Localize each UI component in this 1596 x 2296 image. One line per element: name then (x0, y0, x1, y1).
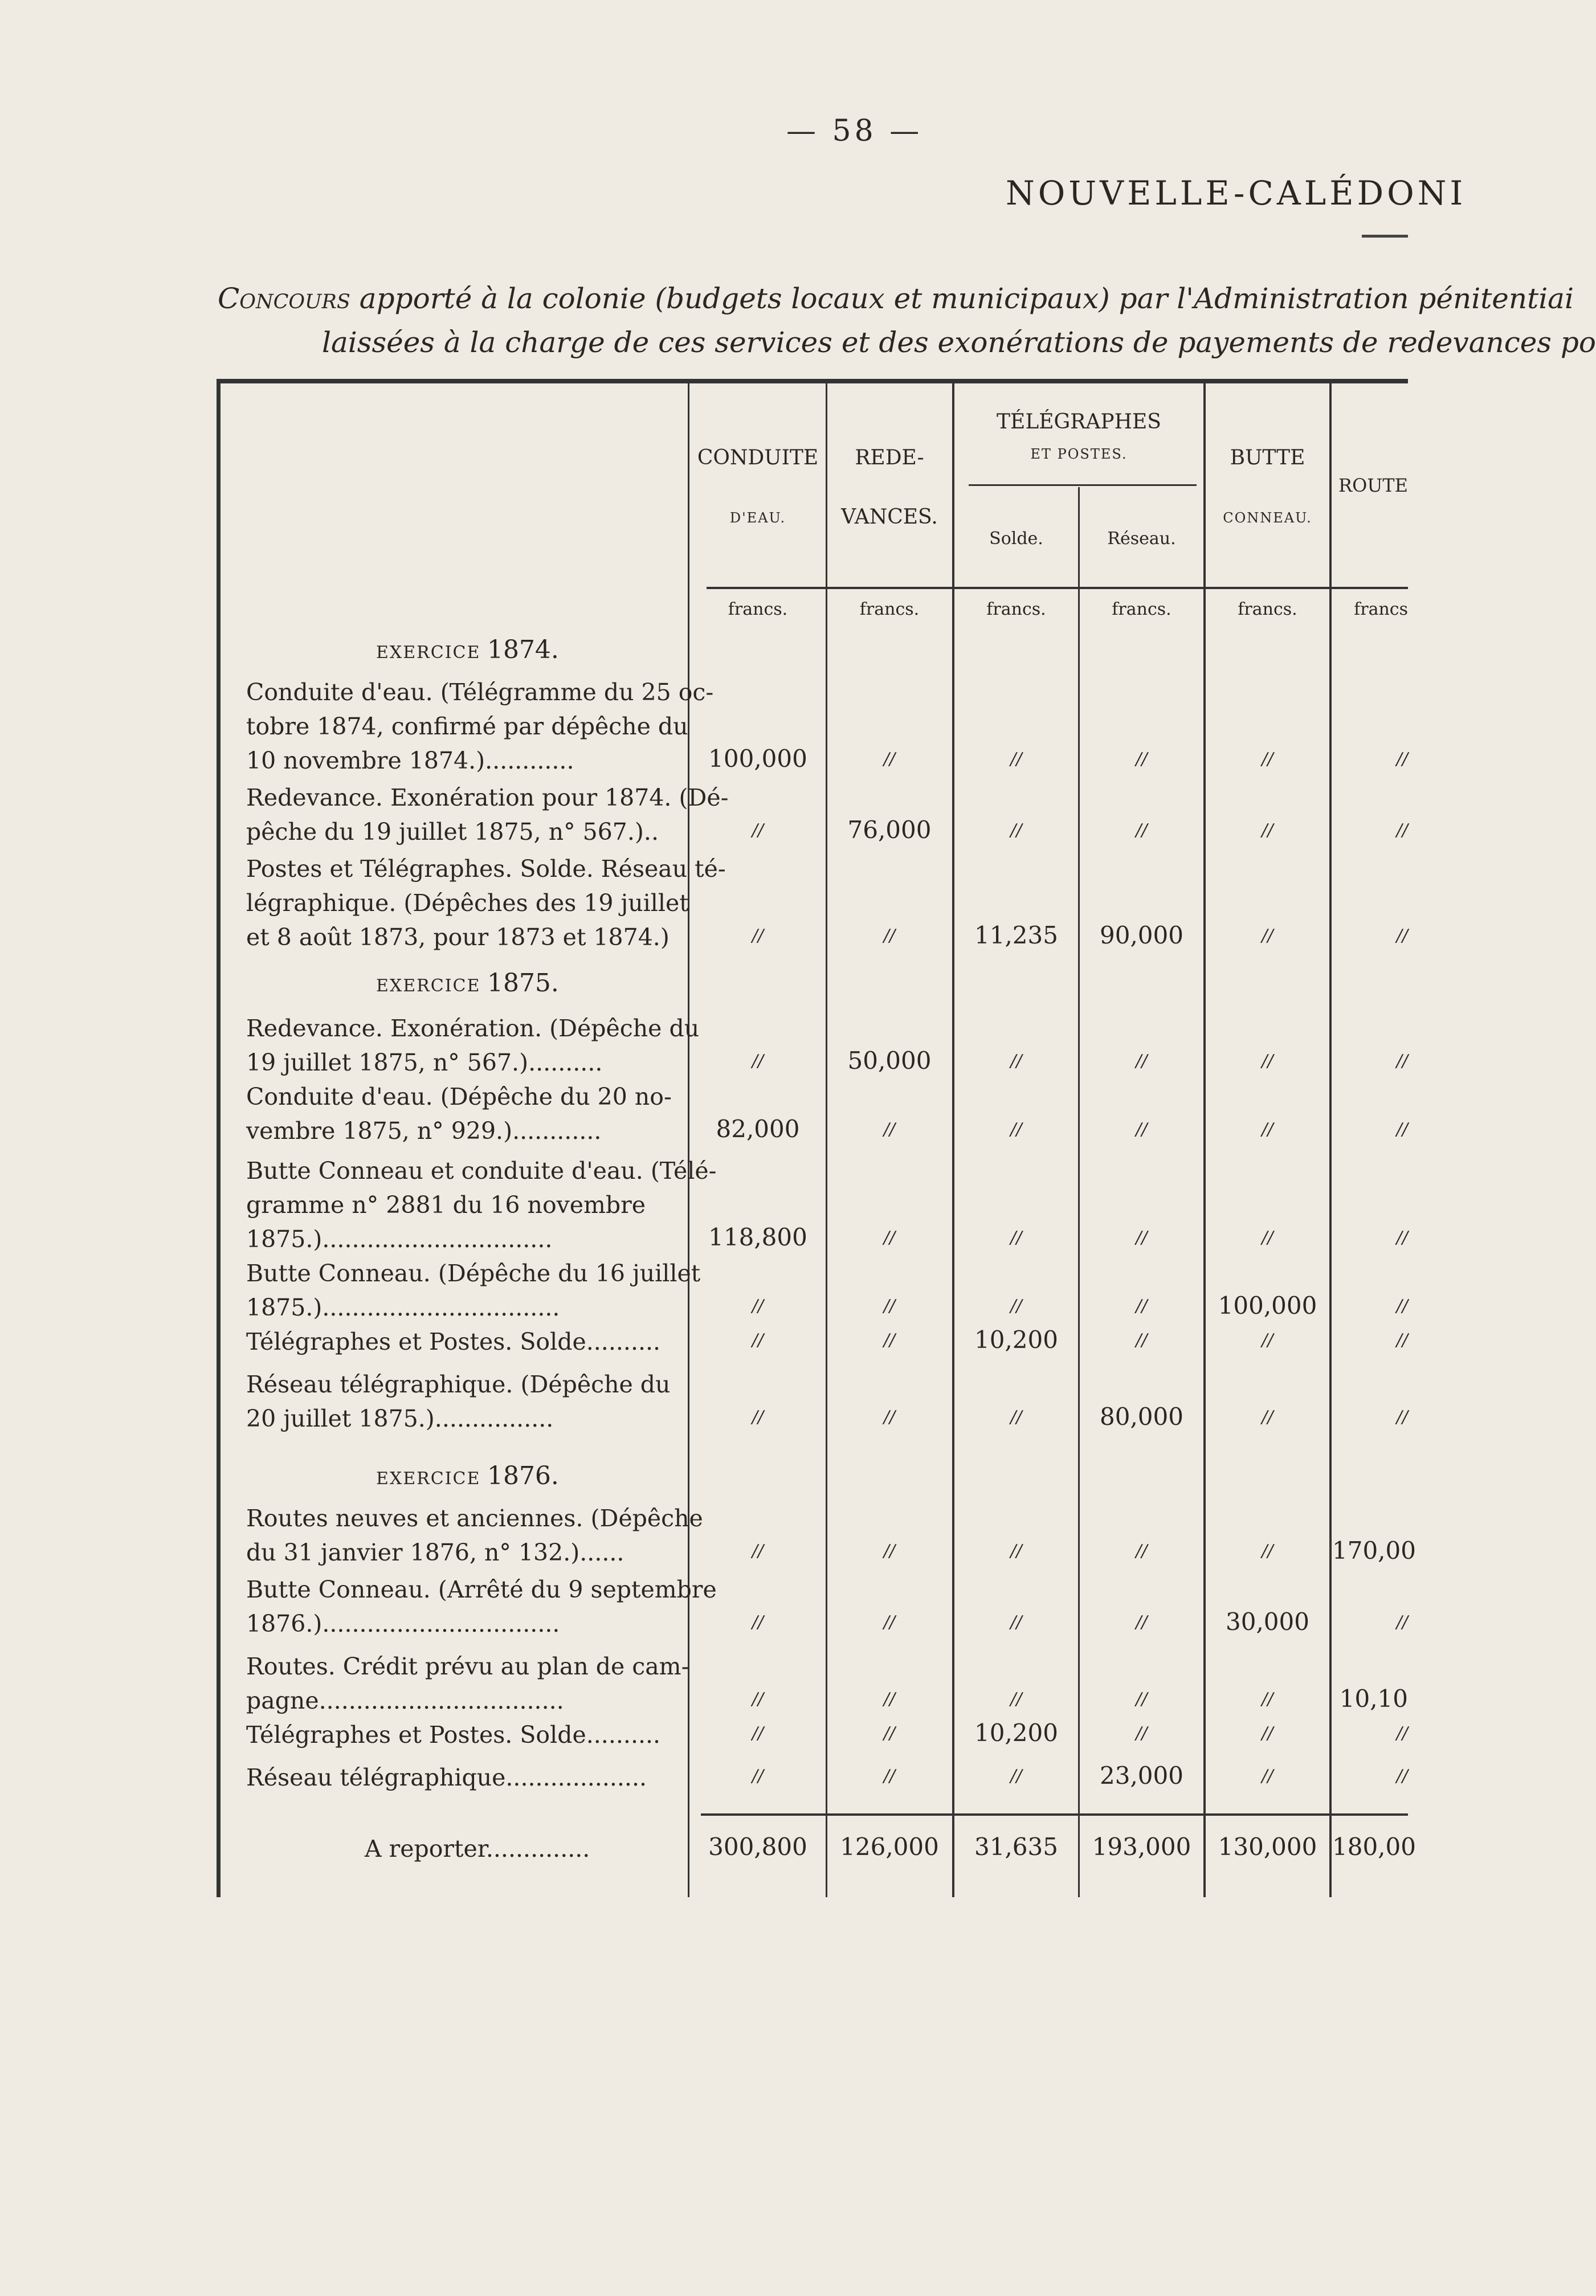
row-value: 30,000 (1226, 1608, 1309, 1636)
row-value: // (1396, 1296, 1408, 1316)
row-value: 80,000 (1100, 1403, 1183, 1431)
row-value: // (752, 1689, 764, 1709)
row-description-line: Butte Conneau et conduite d'eau. (Télé- (246, 1157, 717, 1184)
row-value: 100,000 (1218, 1292, 1317, 1319)
row-value: // (883, 1407, 896, 1427)
row-description-line: et 8 août 1873, pour 1873 et 1874.) (246, 924, 670, 951)
row-value: // (1010, 1407, 1022, 1427)
row-value: // (1396, 749, 1408, 769)
table-row (246, 1367, 691, 1436)
total-value: 300,800 (708, 1833, 807, 1861)
unit-conduite: francs. (728, 599, 788, 619)
unit-redevances: francs. (859, 599, 920, 619)
header-bottom-rule (707, 587, 1408, 589)
exercise-year: 1876. (487, 1461, 559, 1490)
row-value: // (752, 926, 764, 946)
header-solde: Solde. (989, 529, 1043, 549)
row-value: // (1396, 1051, 1408, 1071)
row-value: // (752, 1051, 764, 1071)
row-value: // (1010, 1051, 1022, 1071)
header-et-postes: ET POSTES. (1030, 446, 1128, 462)
row-value: // (1136, 1612, 1148, 1632)
row-value: 10,200 (974, 1719, 1058, 1747)
row-value: // (883, 1689, 896, 1709)
row-value: // (1010, 749, 1022, 769)
row-value: // (1136, 1120, 1148, 1139)
table-col-rule (826, 379, 827, 1897)
row-value: 50,000 (847, 1047, 932, 1075)
row-value: // (1396, 1330, 1408, 1350)
table-row (246, 1572, 717, 1641)
row-description-line: 10 novembre 1874.)............ (246, 747, 574, 774)
row-value: // (1262, 1723, 1273, 1743)
row-value: // (752, 1723, 764, 1743)
row-value: // (883, 1723, 896, 1743)
table-row (246, 1080, 691, 1148)
row-description-line: Redevance. Exonération. (Dépêche du (246, 1015, 700, 1042)
row-value: // (752, 820, 764, 840)
row-description-line: 1876.)................................ (246, 1610, 560, 1637)
unit-reseau: francs. (1112, 599, 1172, 619)
row-description-line: 20 juillet 1875.)................ (246, 1405, 554, 1432)
row-value: // (1396, 926, 1408, 946)
unit-butte: francs. (1238, 599, 1297, 619)
table-row (246, 1325, 691, 1359)
title-rule (1362, 235, 1408, 238)
table-left-rule (217, 379, 221, 1897)
table-row (246, 1011, 700, 1080)
row-value: // (1262, 1541, 1273, 1561)
running-title: NOUVELLE-CALÉDONI (1006, 174, 1467, 213)
row-description-line: pêche du 19 juillet 1875, n° 567.).. (246, 818, 659, 845)
unit-routes: francs (1354, 599, 1408, 619)
caption-line-1 (218, 282, 1574, 315)
header-reseau: Réseau. (1107, 529, 1176, 549)
row-value: // (752, 1296, 764, 1316)
exercise-label: EXERCICE (376, 1469, 481, 1489)
row-value: 170,00 (1332, 1537, 1416, 1564)
row-value: // (1396, 1228, 1408, 1248)
row-value: 100,000 (708, 745, 807, 773)
caption-line-2: laissées à la charge de ces services et des exonérations de payements de redevances po (322, 326, 1596, 359)
row-description-line: tobre 1874, confirmé par dépêche du (246, 713, 688, 740)
exercise-1875 (376, 969, 559, 998)
row-value: // (1262, 1407, 1273, 1427)
row-value: // (1262, 1330, 1273, 1350)
row-value: // (1396, 1766, 1408, 1786)
total-value: 31,635 (974, 1833, 1058, 1861)
row-value: // (1136, 1296, 1148, 1316)
exercise-year: 1875. (487, 969, 559, 998)
total-value: 130,000 (1218, 1833, 1317, 1861)
row-description-line: Redevance. Exonération pour 1874. (Dé- (246, 784, 729, 811)
row-description-line: 1875.)............................... (246, 1225, 553, 1253)
row-value: // (883, 1296, 896, 1316)
row-value: // (883, 1766, 896, 1786)
header-vances: VANCES. (841, 505, 938, 529)
row-value: // (1396, 820, 1408, 840)
row-description-line: du 31 janvier 1876, n° 132.)...... (246, 1539, 624, 1566)
row-description-line: Routes. Crédit prévu au plan de cam- (246, 1653, 689, 1680)
row-value: // (1136, 1051, 1148, 1071)
row-value: // (752, 1407, 764, 1427)
row-value: // (1396, 1407, 1408, 1427)
row-value: // (883, 1228, 896, 1248)
row-description-line: vembre 1875, n° 929.)............ (246, 1117, 602, 1145)
header-conduite-sub: D'EAU. (729, 510, 786, 526)
row-value: // (1136, 1723, 1148, 1743)
row-value: // (752, 1766, 764, 1786)
row-value: // (1010, 1689, 1022, 1709)
row-value: // (1262, 1766, 1273, 1786)
row-description-line: Télégraphes et Postes. Solde.......... (246, 1328, 661, 1355)
table-row (246, 1501, 703, 1570)
table-row (246, 1649, 691, 1718)
row-value: // (1010, 1296, 1022, 1316)
row-value: // (1262, 1228, 1273, 1248)
row-value: // (1136, 1541, 1148, 1561)
row-description-line: Conduite d'eau. (Télégramme du 25 oc- (246, 679, 714, 706)
row-description-line: Butte Conneau. (Dépêche du 16 juillet (246, 1260, 701, 1287)
row-description-line: Télégraphes et Postes. Solde.......... (246, 1721, 661, 1748)
total-value: 180,00 (1332, 1833, 1416, 1861)
table-row (246, 1154, 717, 1256)
row-value: 76,000 (847, 816, 932, 844)
table-row (246, 852, 726, 954)
row-value: // (883, 1330, 896, 1350)
row-value: // (1262, 1120, 1273, 1139)
row-value: // (1010, 820, 1022, 840)
row-value: // (1136, 1330, 1148, 1350)
row-value: // (883, 1120, 896, 1139)
row-description-line: Réseau télégraphique................... (246, 1764, 647, 1791)
caption-text-1: apporté à la colonie (budgets locaux et municipaux) par l'Administration pénitentiai (350, 282, 1574, 315)
table-top-rule (217, 379, 1408, 383)
table-row (246, 781, 729, 849)
row-value: // (1010, 1541, 1022, 1561)
table-col-rule (1078, 487, 1080, 1897)
exercise-1874 (376, 635, 559, 664)
row-description-line: Conduite d'eau. (Dépêche du 20 no- (246, 1083, 672, 1110)
table-row (246, 1760, 691, 1795)
row-value: // (1010, 1228, 1022, 1248)
row-value: // (1136, 1228, 1148, 1248)
row-value: // (1396, 1612, 1408, 1632)
exercise-label: EXERCICE (376, 976, 481, 996)
row-value: // (1262, 1689, 1273, 1709)
row-value: // (752, 1612, 764, 1632)
exercise-1876 (376, 1461, 559, 1490)
caption-prefix: Concours (218, 282, 350, 315)
row-description-line: légraphique. (Dépêches des 19 juillet (246, 889, 689, 917)
row-value: 10,10 (1339, 1685, 1408, 1713)
table-row (246, 675, 714, 778)
row-value: 11,235 (974, 921, 1058, 949)
header-rede: REDE- (855, 446, 924, 469)
row-value: // (1010, 1766, 1022, 1786)
row-value: // (752, 1330, 764, 1350)
row-value: // (883, 926, 896, 946)
header-conduite: CONDUITE (697, 446, 819, 469)
row-value: // (1136, 749, 1148, 769)
row-description-line: pagne................................. (246, 1687, 564, 1714)
row-description-line: Routes neuves et anciennes. (Dépêche (246, 1505, 703, 1532)
row-value: // (1262, 1051, 1273, 1071)
row-value: // (1396, 1723, 1408, 1743)
table-col-rule (952, 379, 954, 1897)
row-description-line: 1875.)................................ (246, 1294, 560, 1321)
row-value: 118,800 (708, 1223, 807, 1251)
total-label: A reporter.............. (365, 1835, 590, 1862)
row-description-line: Butte Conneau. (Arrêté du 9 septembre (246, 1576, 717, 1603)
exercise-year: 1874. (487, 635, 559, 664)
row-value: // (883, 1541, 896, 1561)
exercise-label: EXERCICE (376, 643, 481, 663)
telegraphes-brace (969, 484, 1197, 486)
table-col-rule (1329, 379, 1332, 1897)
row-value: // (1136, 820, 1148, 840)
row-value: // (1262, 749, 1273, 769)
row-description-line: 19 juillet 1875, n° 567.).......... (246, 1049, 603, 1076)
row-description-line: Postes et Télégraphes. Solde. Réseau té- (246, 855, 726, 883)
row-value: 90,000 (1100, 921, 1183, 949)
row-value: 10,200 (974, 1326, 1058, 1354)
header-routes: ROUTE (1338, 475, 1408, 496)
unit-solde: francs. (986, 599, 1046, 619)
table-row (246, 1256, 701, 1325)
table-col-rule (1203, 379, 1206, 1897)
row-description-line: gramme n° 2881 du 16 novembre (246, 1191, 646, 1219)
page-number: — 58 — (786, 114, 923, 148)
header-telegraphes: TÉLÉGRAPHES (997, 410, 1161, 434)
row-value: 23,000 (1100, 1762, 1183, 1790)
row-value: // (752, 1541, 764, 1561)
row-value: // (883, 749, 896, 769)
row-value: // (1262, 926, 1273, 946)
row-value: // (1136, 1689, 1148, 1709)
header-butte: BUTTE (1230, 446, 1305, 469)
header-conneau: CONNEAU. (1223, 510, 1312, 526)
total-top-rule (701, 1813, 1408, 1816)
row-value: // (1396, 1120, 1408, 1139)
row-description-line: Réseau télégraphique. (Dépêche du (246, 1371, 671, 1398)
total-value: 126,000 (840, 1833, 939, 1861)
total-value: 193,000 (1092, 1833, 1191, 1861)
row-value: // (883, 1612, 896, 1632)
row-value: 82,000 (716, 1115, 800, 1143)
row-value: // (1010, 1612, 1022, 1632)
row-value: // (1010, 1120, 1022, 1139)
row-value: // (1262, 820, 1273, 840)
table-row (246, 1718, 691, 1752)
